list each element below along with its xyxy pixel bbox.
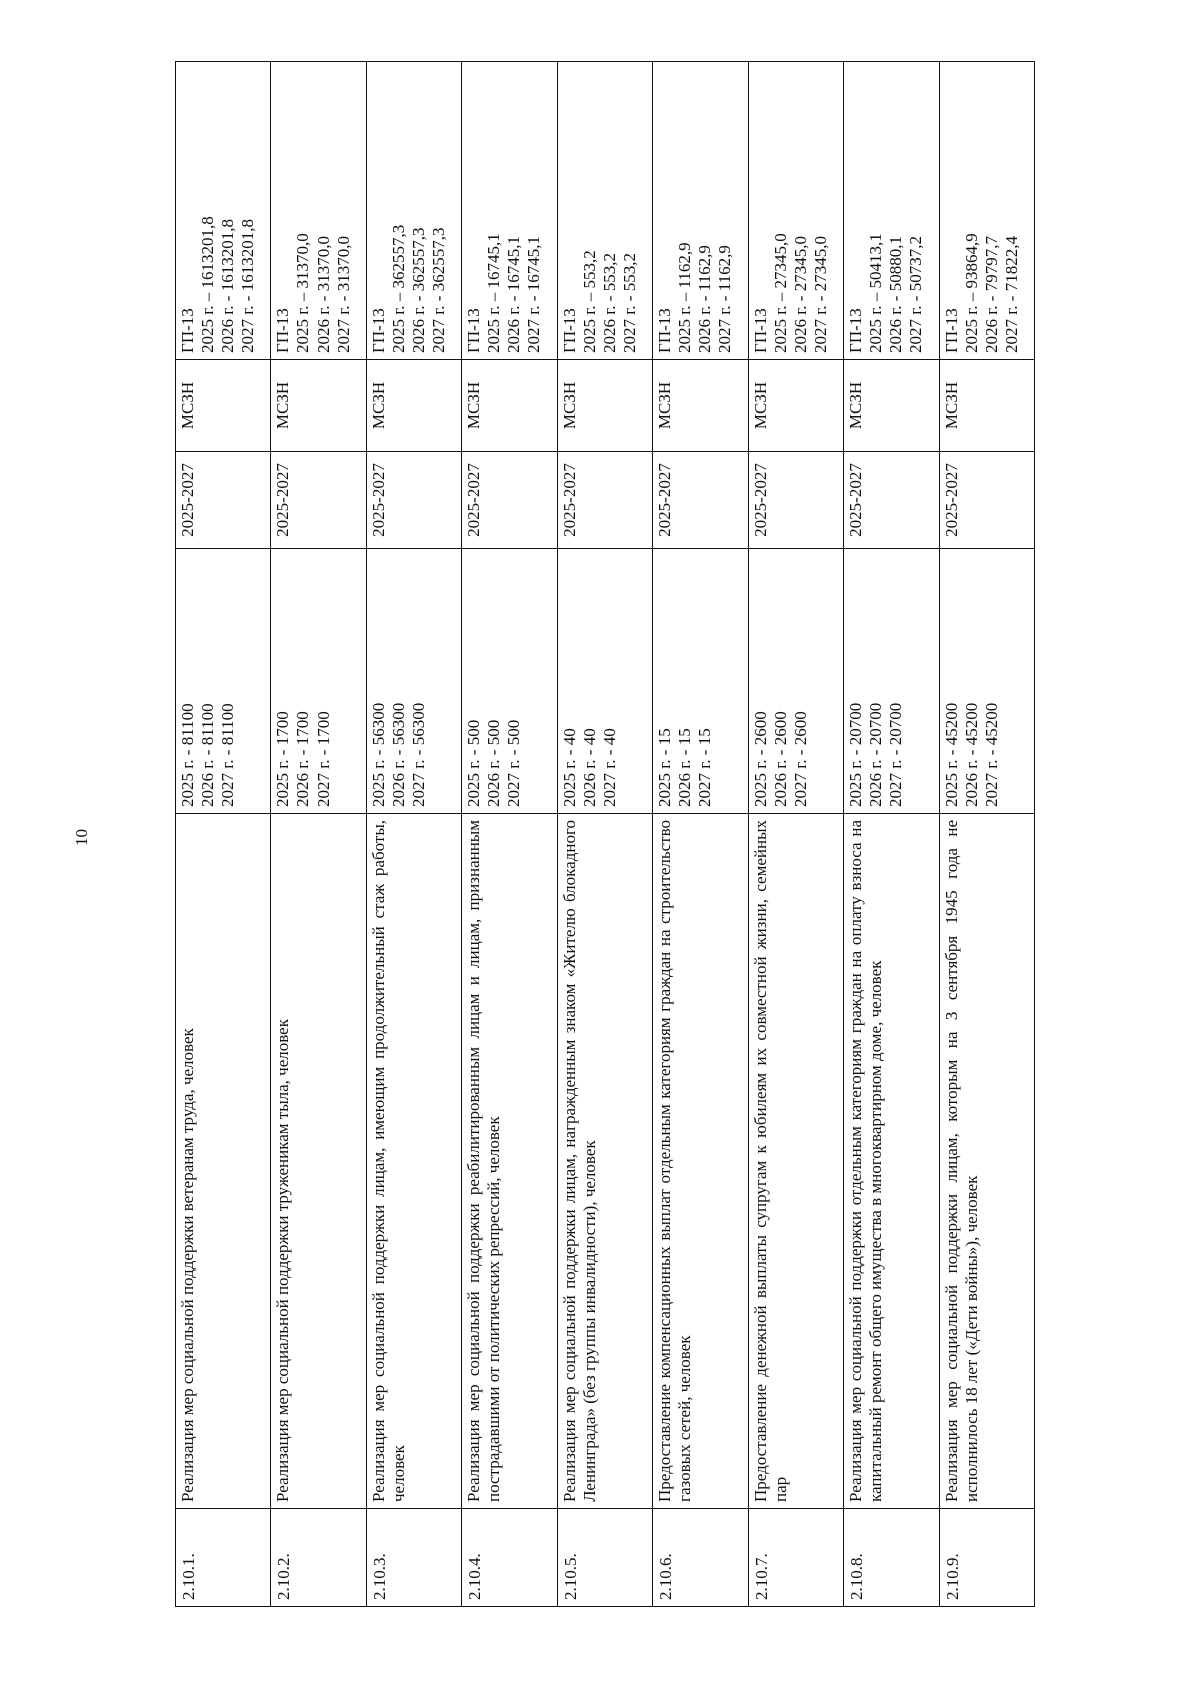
row-number-cell: 2.10.1. — [176, 1509, 271, 1607]
financing-line: 2027 г. - 71822,4 — [1001, 236, 1021, 353]
financing-line: 2025 г. – 27345,0 — [770, 233, 790, 353]
financing-line: ГП-13 — [368, 308, 388, 353]
indicators-line: 2026 г. - 56300 — [388, 702, 408, 807]
indicators-cell — [366, 549, 461, 814]
financing-line: 2025 г. – 16745,1 — [484, 233, 504, 353]
indicators-line: 2025 г. - 15 — [655, 728, 675, 807]
indicators-line: 2026 г. - 20700 — [866, 702, 886, 807]
financing-line: 2025 г. – 31370,0 — [293, 233, 313, 353]
description-cell: Реализация мер социальной поддержки труженикам тыла, человек — [271, 814, 366, 1509]
description-cell: Реализация мер социальной поддержки лицам, имеющим продолжительный стаж работы, человек — [366, 814, 461, 1509]
description-cell: Реализация мер социальной поддержки лицам, которым на 3 сентября 1945 года не исполнилось 18 лет («Дети войны»), человек — [939, 814, 1035, 1509]
indicators-cell — [462, 549, 557, 814]
indicators-line: 2027 г. - 45200 — [981, 702, 1001, 807]
executor-cell: МСЗН — [748, 360, 843, 452]
period-cell: 2025-2027 — [748, 452, 843, 549]
financing-line: ГП-13 — [941, 308, 961, 353]
indicators-line: 2025 г. - 81100 — [178, 703, 197, 807]
period-cell: 2025-2027 — [462, 452, 557, 549]
financing-line: 2025 г. – 1613201,8 — [198, 216, 218, 353]
description-cell: Реализация мер социальной поддержки лицам, награжденным знаком «Жителю блокадного Ленинграда» (без группы инвалидности), человек — [557, 814, 652, 1509]
period-cell: 2025-2027 — [271, 452, 366, 549]
table-row — [271, 62, 366, 1607]
description-cell: Предоставление денежной выплаты супругам к юбилеям их совместной жизни, семейных пар — [748, 814, 843, 1509]
page-number: 10 — [72, 829, 91, 846]
financing-line: 2027 г. - 50737,2 — [906, 236, 926, 353]
indicators-line: 2025 г. - 500 — [464, 719, 484, 807]
description-cell: Предоставление компенсационных выплат отдельным категориям граждан на строительство газовых сетей, человек — [653, 814, 748, 1509]
financing-line: 2026 г. - 50880,1 — [886, 236, 906, 353]
indicators-line: 2027 г. - 56300 — [408, 702, 428, 807]
financing-line: 2025 г. – 362557,3 — [388, 224, 408, 353]
period-cell: 2025-2027 — [939, 452, 1035, 549]
financing-cell — [844, 62, 939, 360]
table-row — [748, 62, 843, 1607]
financing-line: 2026 г. - 1613201,8 — [218, 219, 238, 353]
financing-line: 2027 г. - 27345,0 — [810, 236, 830, 353]
financing-line: ГП-13 — [273, 308, 293, 353]
financing-line: 2025 г. – 50413,1 — [866, 233, 886, 353]
financing-line: 2026 г. - 16745,1 — [504, 236, 524, 353]
indicators-line: 2027 г. - 20700 — [886, 702, 906, 807]
period-cell: 2025-2027 — [366, 452, 461, 549]
table-row — [653, 62, 748, 1607]
indicators-line: 2026 г. - 81100 — [198, 703, 218, 807]
table-row — [939, 62, 1035, 1607]
row-number-cell: 2.10.3. — [366, 1509, 461, 1607]
executor-cell: МСЗН — [366, 360, 461, 452]
period-cell: 2025-2027 — [557, 452, 652, 549]
table-row — [366, 62, 461, 1607]
indicators-cell — [557, 549, 652, 814]
row-number-cell: 2.10.6. — [653, 1509, 748, 1607]
indicators-line: 2026 г. - 500 — [484, 719, 504, 807]
row-number-cell: 2.10.7. — [748, 1509, 843, 1607]
financing-cell — [939, 62, 1035, 360]
executor-cell: МСЗН — [176, 360, 271, 452]
financing-line: 2027 г. - 16745,1 — [524, 236, 544, 353]
row-number-cell: 2.10.5. — [557, 1509, 652, 1607]
description-cell: Реализация мер социальной поддержки ветеранам труда, человек — [176, 814, 271, 1509]
indicators-cell — [748, 549, 843, 814]
indicators-line: 2026 г. - 45200 — [961, 702, 981, 807]
financing-line: 2027 г. - 31370,0 — [333, 236, 353, 353]
period-cell: 2025-2027 — [844, 452, 939, 549]
financing-line: 2027 г. - 1162,9 — [715, 245, 735, 353]
financing-line: 2026 г. - 553,2 — [599, 253, 619, 353]
financing-cell — [462, 62, 557, 360]
financing-line: ГП-13 — [750, 308, 770, 353]
period-cell: 2025-2027 — [653, 452, 748, 549]
indicators-line: 2027 г. - 15 — [695, 728, 715, 807]
financing-cell — [271, 62, 366, 360]
financing-line: 2027 г. - 362557,3 — [429, 227, 449, 353]
financing-line: ГП-13 — [559, 308, 579, 353]
financing-line: 2027 г. - 1613201,8 — [238, 219, 258, 353]
indicators-line: 2027 г. - 81100 — [218, 703, 238, 807]
indicators-cell — [653, 549, 748, 814]
row-number-cell: 2.10.4. — [462, 1509, 557, 1607]
indicators-cell — [271, 549, 366, 814]
table-row — [844, 62, 939, 1607]
executor-cell: МСЗН — [462, 360, 557, 452]
financing-line: 2025 г. – 93864,9 — [961, 233, 981, 353]
financing-line: ГП-13 — [178, 308, 197, 353]
indicators-line: 2025 г. - 40 — [559, 728, 579, 807]
indicators-line: 2026 г. - 1700 — [293, 711, 313, 807]
indicators-line: 2025 г. - 20700 — [846, 702, 866, 807]
description-cell: Реализация мер социальной поддержки отдельным категориям граждан на оплату взноса на капитальный ремонт общего имущества в многоквартирном доме, человек — [844, 814, 939, 1509]
indicators-cell — [844, 549, 939, 814]
indicators-line: 2025 г. - 56300 — [368, 702, 388, 807]
description-cell: Реализация мер социальной поддержки реабилитированным лицам и лицам, признанным пострадавшими от политических репрессий, человек — [462, 814, 557, 1509]
financing-line: 2026 г. - 27345,0 — [790, 236, 810, 353]
executor-cell: МСЗН — [939, 360, 1035, 452]
financing-cell — [748, 62, 843, 360]
table-row — [462, 62, 557, 1607]
row-number-cell: 2.10.8. — [844, 1509, 939, 1607]
financing-line: 2026 г. - 1162,9 — [695, 245, 715, 353]
financing-line: 2026 г. - 31370,0 — [313, 236, 333, 353]
executor-cell: МСЗН — [271, 360, 366, 452]
table-body — [176, 62, 1035, 1607]
financing-cell — [557, 62, 652, 360]
measures-table-container — [175, 62, 1035, 1607]
executor-cell: МСЗН — [557, 360, 652, 452]
executor-cell: МСЗН — [844, 360, 939, 452]
indicators-line: 2025 г. - 45200 — [941, 702, 961, 807]
financing-line: ГП-13 — [655, 308, 675, 353]
financing-cell — [176, 62, 271, 360]
financing-line: ГП-13 — [464, 308, 484, 353]
row-number-cell: 2.10.9. — [939, 1509, 1035, 1607]
indicators-line: 2027 г. - 2600 — [790, 711, 810, 807]
financing-line: 2026 г. - 362557,3 — [408, 227, 428, 353]
period-cell: 2025-2027 — [176, 452, 271, 549]
indicators-line: 2027 г. - 40 — [599, 728, 619, 807]
table-row — [557, 62, 652, 1607]
financing-line: 2025 г. – 553,2 — [579, 250, 599, 353]
indicators-line: 2026 г. - 15 — [675, 728, 695, 807]
measures-table — [175, 61, 1035, 1607]
indicators-line: 2026 г. - 40 — [579, 728, 599, 807]
financing-line: ГП-13 — [846, 308, 866, 353]
financing-line: 2026 г. - 79797,7 — [981, 236, 1001, 353]
financing-line: 2027 г. - 553,2 — [619, 253, 639, 353]
row-number-cell: 2.10.2. — [271, 1509, 366, 1607]
indicators-line: 2025 г. - 1700 — [273, 711, 293, 807]
indicators-cell — [176, 549, 271, 814]
indicators-line: 2027 г. - 500 — [504, 719, 524, 807]
financing-cell — [653, 62, 748, 360]
indicators-line: 2026 г. - 2600 — [770, 711, 790, 807]
financing-cell — [366, 62, 461, 360]
indicators-line: 2027 г. - 1700 — [313, 711, 333, 807]
indicators-cell — [939, 549, 1035, 814]
executor-cell: МСЗН — [653, 360, 748, 452]
table-row — [176, 62, 271, 1607]
indicators-line: 2025 г. - 2600 — [750, 711, 770, 807]
financing-line: 2025 г. – 1162,9 — [675, 242, 695, 353]
